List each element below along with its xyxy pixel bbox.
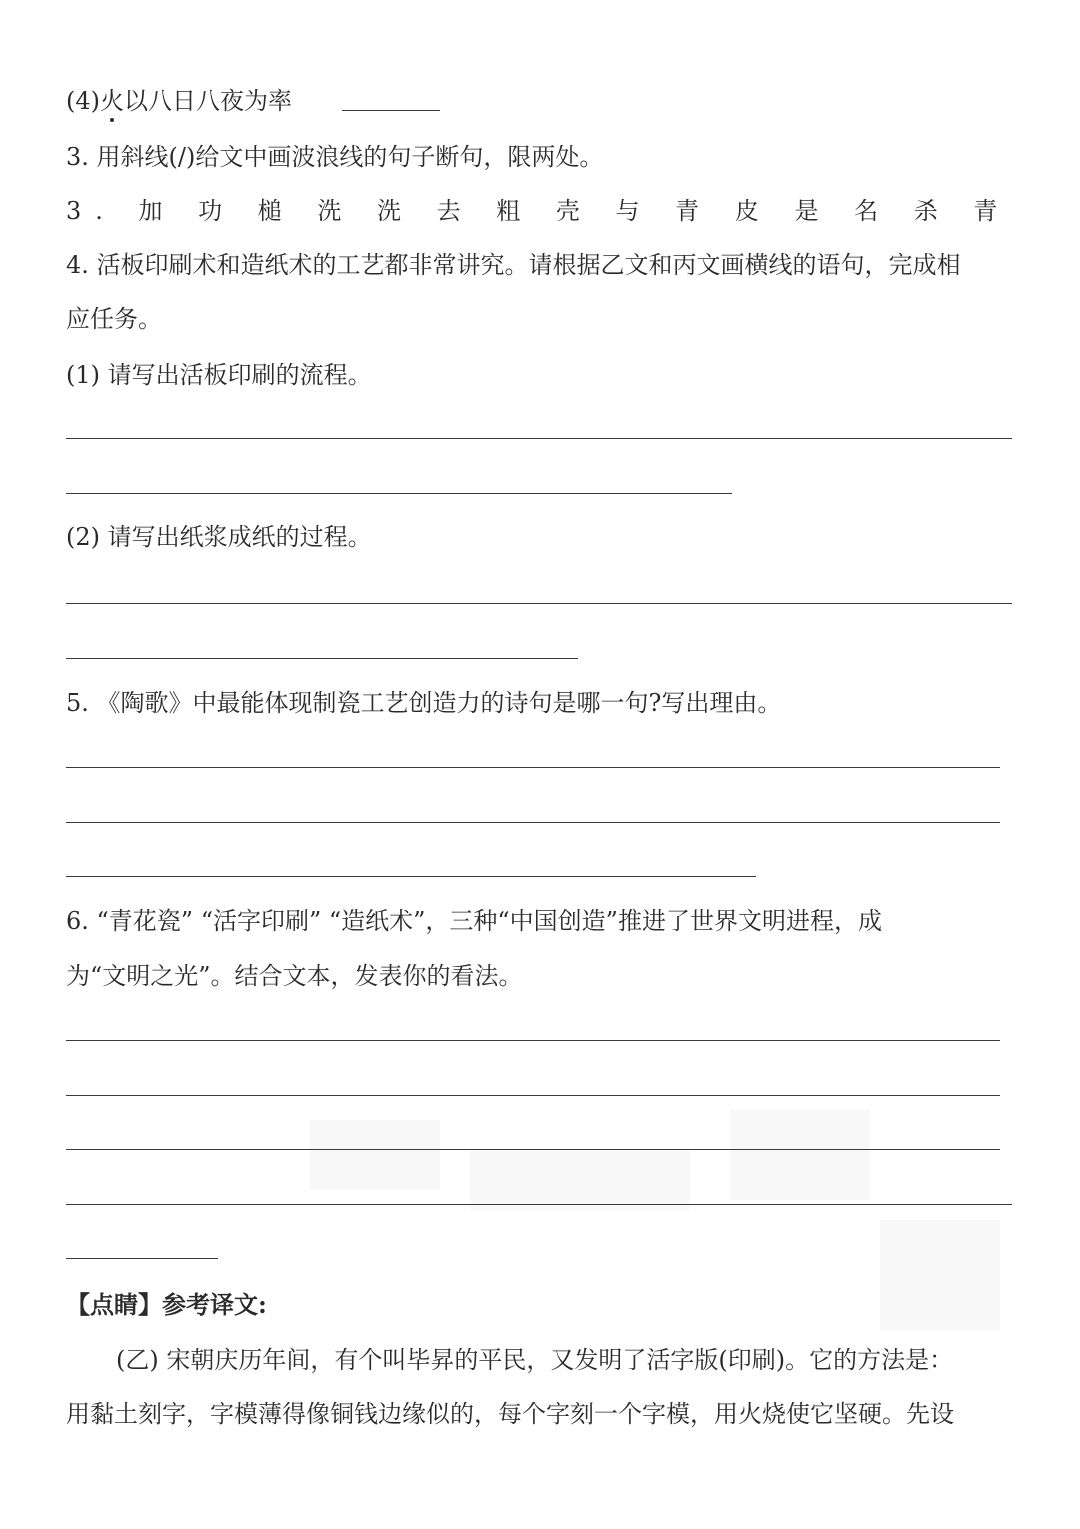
q6-text-line2: 为“文明之光”。结合文本，发表你的看法。 [66,962,523,990]
answer-line-q6-d[interactable] [66,1204,1012,1205]
q4-text-line1: 4. 活板印刷术和造纸术的工艺都非常讲究。请根据乙文和丙文画横线的语句，完成相 [66,251,961,279]
answer-line-q5-b[interactable] [66,822,1000,823]
watermark-block [470,1150,690,1210]
q3-sentence: 3. 加 功 槌 洗 洗 去 粗 壳 与 青 皮 是 名 杀 青 [66,197,1012,225]
answer-line-q5-c[interactable] [66,876,756,877]
reference-paragraph-line1: (乙) 宋朝庆历年间，有个叫毕昇的平民，又发明了活字版(印刷)。它的方法是： [116,1346,954,1374]
reference-title: 参考译文: [162,1290,267,1319]
reference-paragraph-line2: 用黏土刻字，字模薄得像铜钱边缘似的，每个字刻一个字模，用火烧使它坚硬。先设 [66,1400,954,1428]
answer-line-q4-2b[interactable] [66,658,578,659]
answer-line-q4-2a[interactable] [66,603,1012,604]
answer-blank-q3-4[interactable] [342,110,440,111]
reference-bracket-label: 【点睛】 [66,1290,162,1319]
answer-line-q5-a[interactable] [66,767,1000,768]
reference-heading [66,1290,267,1320]
q3-item-4-text: 以八日八夜为率 [124,87,292,115]
answer-line-q4-1a[interactable] [66,438,1012,439]
q4-text-line2: 应任务。 [66,305,162,333]
answer-line-q4-1b[interactable] [66,493,732,494]
q6-text-line1: 6. “青花瓷” “活字印刷” “造纸术”，三种“中国创造”推进了世界文明进程，成 [66,907,882,935]
watermark-block [730,1110,870,1200]
answer-line-q6-a[interactable] [66,1040,1000,1041]
answer-line-q6-e[interactable] [66,1258,218,1259]
watermark-block [880,1220,1000,1330]
q5-text: 5. 《陶歌》中最能体现制瓷工艺创造力的诗句是哪一句?写出理由。 [66,689,782,717]
q3-heading: 3. 用斜线(/)给文中画波浪线的句子断句，限两处。 [66,143,604,171]
answer-line-q6-c[interactable] [66,1149,1000,1150]
q3-item-4 [66,86,292,116]
answer-line-q6-b[interactable] [66,1095,1000,1096]
q3-item-4-dotted-char: 火 [100,87,124,115]
q4-sub1: (1) 请写出活板印刷的流程。 [66,361,372,389]
q3-item-4-prefix: (4) [66,87,100,115]
q4-sub2: (2) 请写出纸浆成纸的过程。 [66,523,372,551]
watermark-block [310,1120,440,1190]
